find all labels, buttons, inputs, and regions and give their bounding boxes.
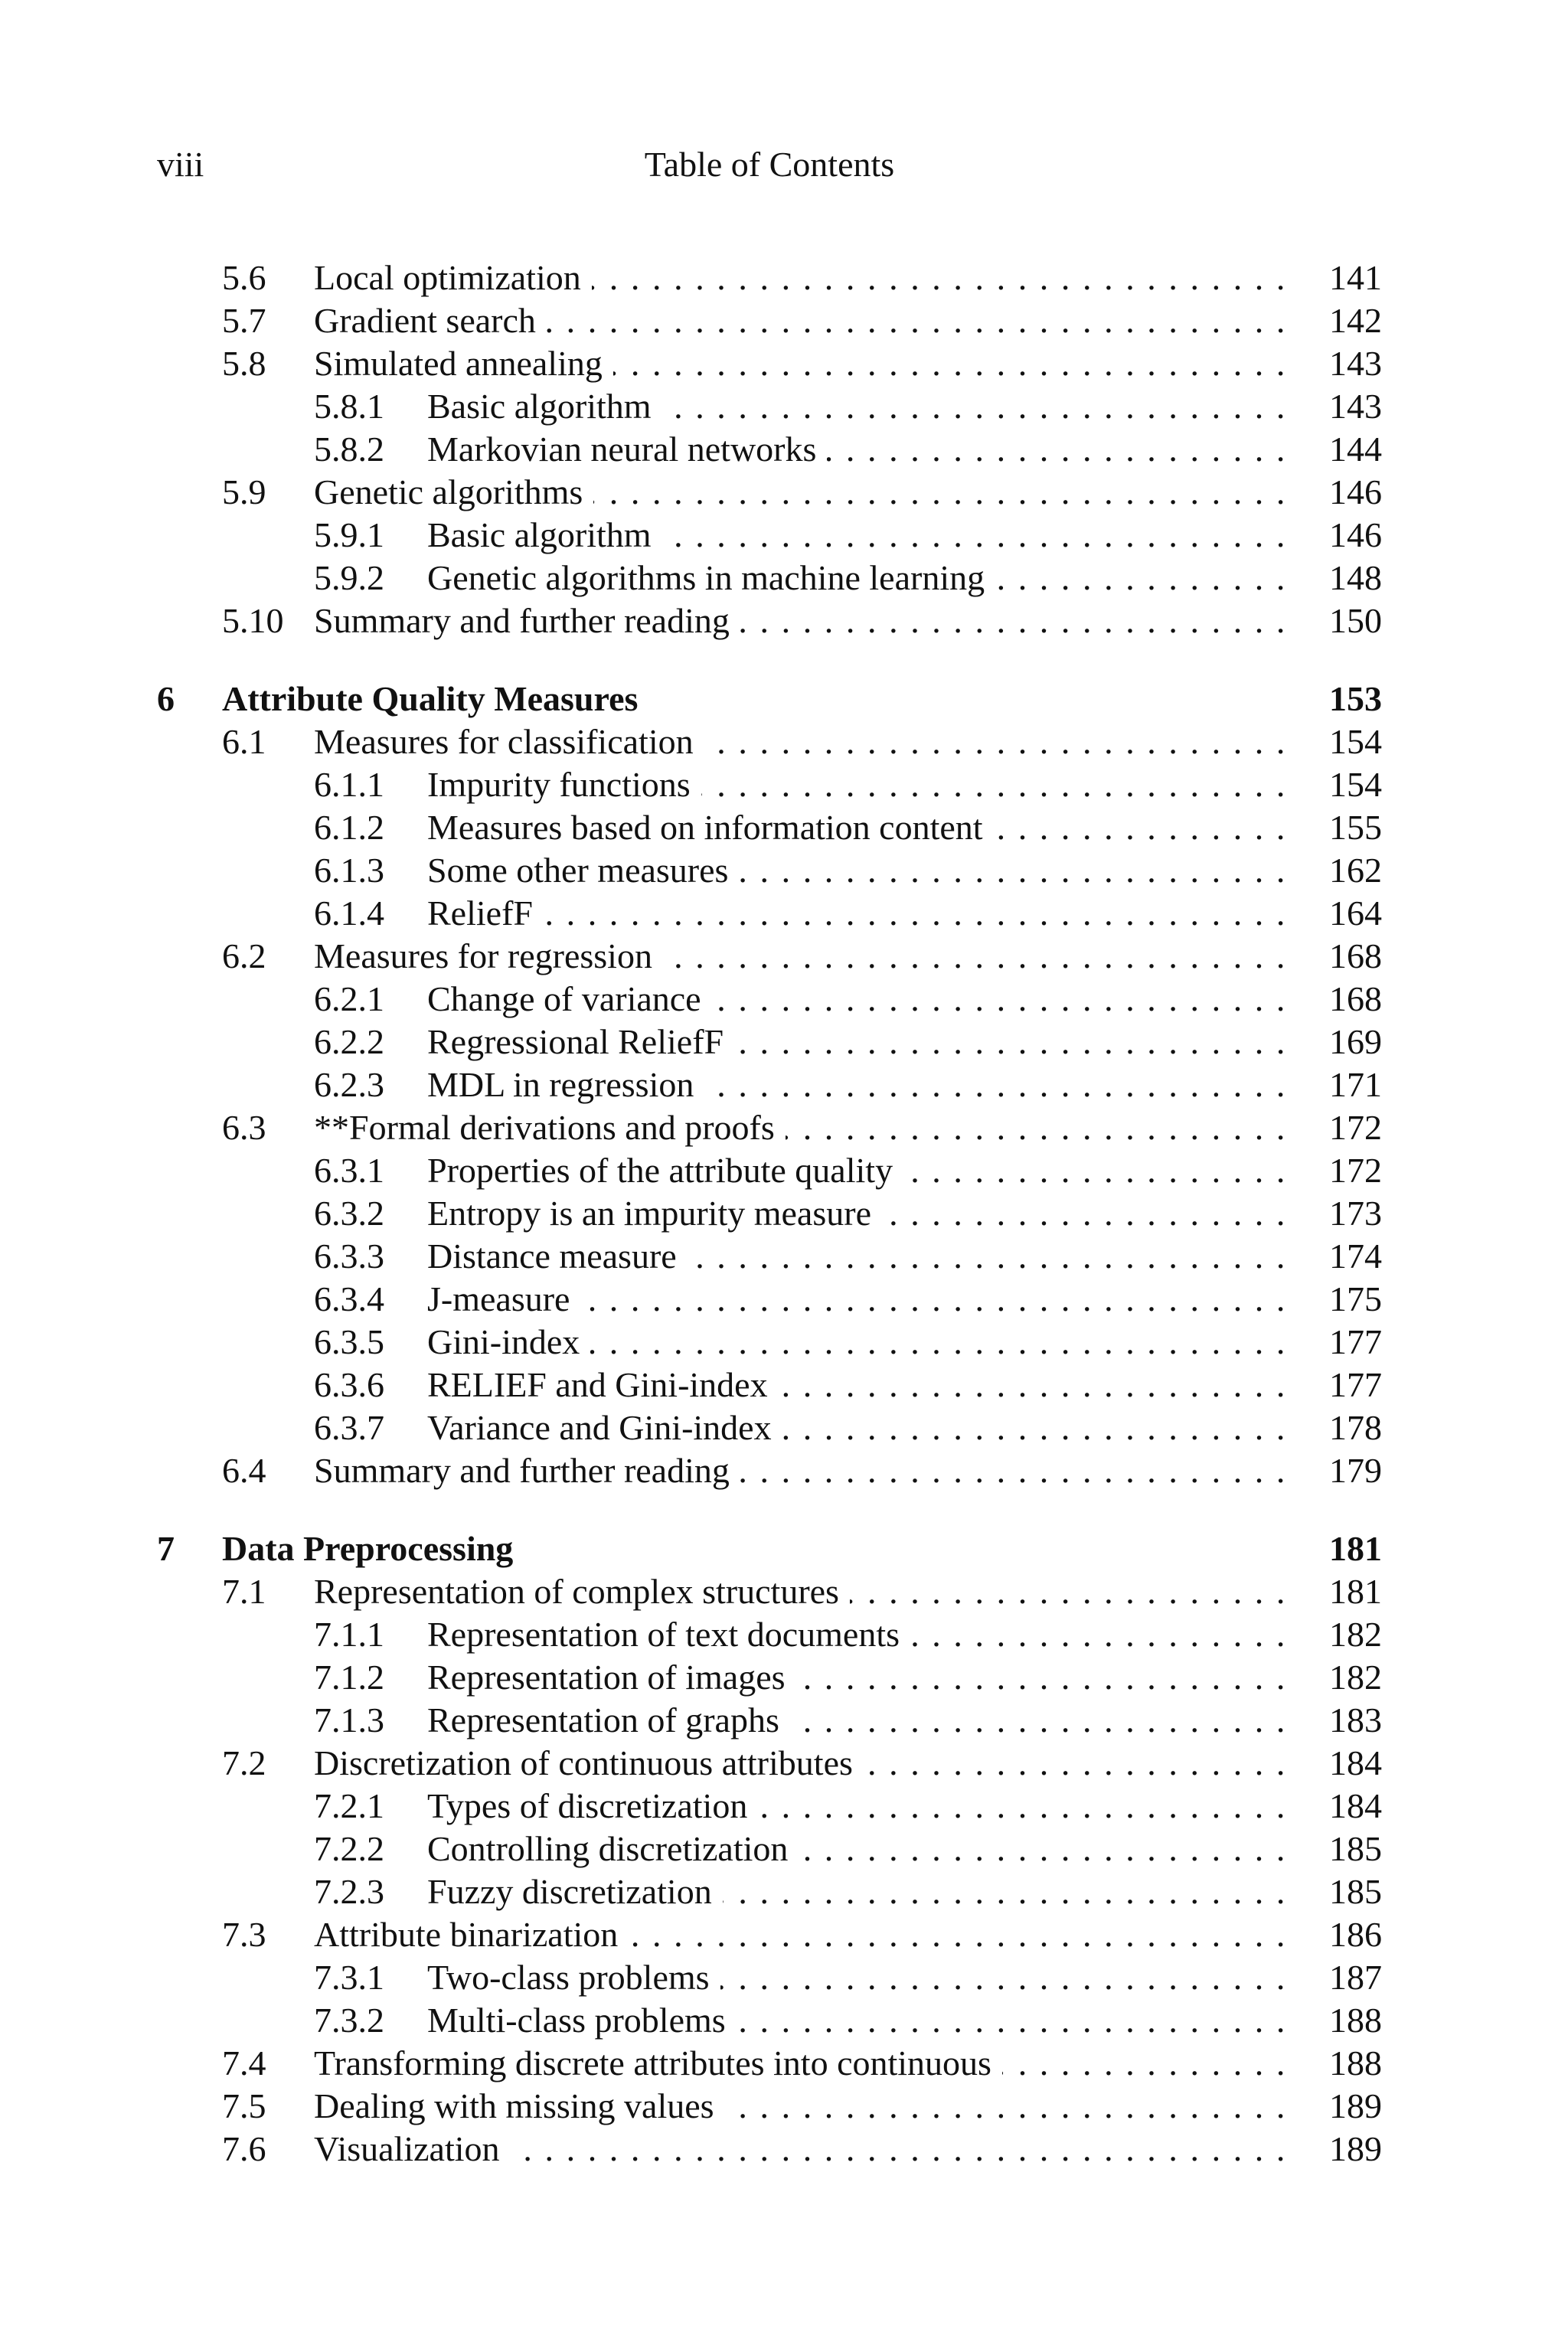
toc-entry-page-number: 141: [1329, 258, 1382, 297]
toc-entry-title: Change of variance: [427, 978, 712, 1021]
toc-entry-section[interactable]: [157, 1913, 1382, 1956]
toc-entry-number: 7.2.2: [314, 1829, 384, 1868]
toc-entry-page-number: 174: [1329, 1236, 1382, 1276]
dot-leader: [592, 256, 1298, 299]
toc-entry-title-wrap: [427, 1021, 1298, 1063]
toc-entry-title: Genetic algorithms in machine learning: [427, 557, 995, 599]
toc-entry-title: Some other measures: [427, 849, 739, 892]
toc-entry-subsection[interactable]: [157, 1999, 1382, 2042]
dot-leader: [613, 342, 1298, 385]
toc-entry-title-wrap: [427, 1406, 1298, 1449]
toc-entry-title-wrap: [314, 471, 1298, 514]
toc-entry-section[interactable]: [157, 1570, 1382, 1613]
toc-entry-title: Representation of complex structures: [314, 1570, 850, 1613]
dot-leader: [850, 1570, 1298, 1613]
toc-entry-subsection[interactable]: [157, 1699, 1382, 1742]
toc-entry-section[interactable]: [157, 1449, 1382, 1492]
toc-entry-page-number: 185: [1329, 1872, 1382, 1911]
dot-leader: [786, 1106, 1298, 1149]
toc-entry-page-number: 171: [1329, 1065, 1382, 1104]
toc-entry-title-wrap: [427, 1321, 1298, 1364]
toc-entry-subsection[interactable]: [157, 806, 1382, 849]
toc-entry-page-number: 164: [1329, 893, 1382, 933]
toc-entry-title-wrap: [314, 720, 1298, 763]
toc-entry-subsection[interactable]: [157, 1321, 1382, 1364]
toc-entry-title: Measures based on information content: [427, 806, 994, 849]
toc-entry-subsection[interactable]: [157, 1149, 1382, 1192]
running-head: [157, 142, 1382, 188]
toc-entry-number: 6.3.4: [314, 1279, 384, 1318]
toc-entry-subsection[interactable]: [157, 1870, 1382, 1913]
toc-entry-section[interactable]: [157, 2128, 1382, 2171]
toc-entry-number: 6.3.5: [314, 1322, 384, 1361]
toc-entry-page-number: 162: [1329, 851, 1382, 890]
toc-entry-page-number: 177: [1329, 1322, 1382, 1361]
toc-entry-title-wrap: [427, 806, 1298, 849]
toc-entry-chapter[interactable]: [157, 678, 1382, 720]
toc-entry-title-wrap: [314, 2085, 1298, 2128]
toc-entry-section[interactable]: [157, 342, 1382, 385]
toc-entry-section[interactable]: [157, 2042, 1382, 2085]
toc-entry-title: Variance and Gini-index: [427, 1406, 782, 1449]
toc-entry-subsection[interactable]: [157, 1192, 1382, 1235]
dot-leader: [688, 1235, 1298, 1278]
toc-entry-number: 5.8.1: [314, 387, 384, 426]
toc-entry-page-number: 154: [1329, 722, 1382, 761]
toc-entry-page-number: 178: [1329, 1408, 1382, 1447]
dot-leader: [663, 935, 1298, 978]
toc-entry-subsection[interactable]: [157, 428, 1382, 471]
toc-entry-number: 6.2.2: [314, 1022, 384, 1061]
dot-leader: [720, 1956, 1298, 1999]
toc-entry-number: 7.3.1: [314, 1958, 384, 1997]
toc-entry-title: RELIEF and Gini-index: [427, 1364, 779, 1406]
toc-entry-number: 7.3: [222, 1915, 266, 1954]
dot-leader: [790, 1699, 1298, 1742]
toc-entry-number: 6: [157, 679, 175, 718]
dot-leader: [704, 1063, 1298, 1106]
toc-entry-title: Measures for regression: [314, 935, 663, 978]
toc-entry-subsection[interactable]: [157, 978, 1382, 1021]
toc-entry-title: Properties of the attribute quality: [427, 1149, 903, 1192]
dot-leader: [737, 1999, 1298, 2042]
dot-leader: [740, 1449, 1298, 1492]
toc-entry-title-wrap: [427, 1699, 1298, 1742]
toc-entry-title-wrap: [314, 599, 1298, 642]
toc-entry-number: 7.2.1: [314, 1786, 384, 1825]
toc-entry-number: 6.1: [222, 722, 266, 761]
toc-entry-title-wrap: [427, 428, 1298, 471]
toc-entry-title-wrap: [427, 1785, 1298, 1828]
toc-entry-title-wrap: [427, 557, 1298, 599]
toc-entry-number: 6.1.1: [314, 765, 384, 804]
toc-entry-page-number: 188: [1329, 2043, 1382, 2082]
dot-leader: [662, 514, 1298, 557]
toc-entry-subsection[interactable]: [157, 1956, 1382, 1999]
toc-entry-title: Gradient search: [314, 299, 547, 342]
toc-entry-title: Impurity functions: [427, 763, 701, 806]
toc-entry-title: Types of discretization: [427, 1785, 758, 1828]
toc-entry-title: Entropy is an impurity measure: [427, 1192, 882, 1235]
dot-leader: [903, 1149, 1298, 1192]
toc-entry-number: 5.8: [222, 344, 266, 383]
toc-entry-page-number: 189: [1329, 2086, 1382, 2125]
toc-entry-number: 6.4: [222, 1451, 266, 1490]
toc-entry-title: Genetic algorithms: [314, 471, 593, 514]
toc-entry-number: 5.9: [222, 472, 266, 511]
toc-entry-subsection[interactable]: [157, 1785, 1382, 1828]
toc-entry-section[interactable]: [157, 599, 1382, 642]
toc-entry-title-wrap: [427, 892, 1298, 935]
dot-leader: [701, 763, 1298, 806]
toc-entry-title-wrap: [314, 2128, 1298, 2171]
dot-leader: [725, 2085, 1298, 2128]
toc-entry-page-number: 148: [1329, 558, 1382, 597]
running-head-title: Table of Contents: [644, 145, 895, 184]
toc-entry-title: Summary and further reading: [314, 599, 740, 642]
toc-entry-title-wrap: [427, 1149, 1298, 1192]
toc-entry-subsection[interactable]: [157, 763, 1382, 806]
toc-entry-page-number: 187: [1329, 1958, 1382, 1997]
toc-entry-page-number: 181: [1329, 1529, 1382, 1568]
toc-entry-title: Transforming discrete attributes into continuous: [314, 2042, 1002, 2085]
dot-leader: [723, 1870, 1298, 1913]
dot-leader: [734, 1021, 1298, 1063]
toc-entry-title-wrap: [314, 256, 1298, 299]
dot-leader: [593, 471, 1298, 514]
toc-entry-title-wrap: [314, 1449, 1298, 1492]
toc-entry-title: MDL in regression: [427, 1063, 704, 1106]
toc-entry-page-number: 143: [1329, 387, 1382, 426]
toc-entry-title: Summary and further reading: [314, 1449, 740, 1492]
toc-entry-number: 6.3.6: [314, 1365, 384, 1404]
toc-entry-title-wrap: [222, 678, 1298, 720]
toc-entry-title-wrap: [314, 1106, 1298, 1149]
toc-entry-page-number: 173: [1329, 1194, 1382, 1233]
toc-entry-page-number: 186: [1329, 1915, 1382, 1954]
toc-entry-page-number: 154: [1329, 765, 1382, 804]
toc-entry-number: 7.5: [222, 2086, 266, 2125]
toc-entry-title-wrap: [427, 1063, 1298, 1106]
toc-entry-number: 5.10: [222, 601, 284, 640]
toc-entry-number: 7.2.3: [314, 1872, 384, 1911]
toc-entry-page-number: 142: [1329, 301, 1382, 340]
toc-entry-title-wrap: [427, 1192, 1298, 1235]
toc-entry-number: 6.3.7: [314, 1408, 384, 1447]
toc-entry-title-wrap: [314, 1913, 1298, 1956]
dot-leader: [882, 1192, 1298, 1235]
toc-entry-page-number: 172: [1329, 1151, 1382, 1190]
toc-entry-subsection[interactable]: [157, 1613, 1382, 1656]
toc-entry-title: Multi-class problems: [427, 1999, 737, 2042]
toc-entry-page-number: 189: [1329, 2129, 1382, 2168]
dot-leader: [740, 599, 1298, 642]
dot-leader: [590, 1321, 1298, 1364]
toc-entry-number: 6.2.1: [314, 979, 384, 1018]
toc-entry-page-number: 168: [1329, 979, 1382, 1018]
dot-leader: [544, 892, 1298, 935]
toc-entry-number: 7.1: [222, 1572, 266, 1611]
toc-entry-title: Basic algorithm: [427, 514, 662, 557]
toc-entry-title: Visualization: [314, 2128, 511, 2171]
toc-entry-title: Local optimization: [314, 256, 592, 299]
toc-entry-title: Discretization of continuous attributes: [314, 1742, 864, 1785]
toc-entry-number: 6.3: [222, 1108, 266, 1147]
toc-entry-title: Markovian neural networks: [427, 428, 827, 471]
toc-entry-page-number: 185: [1329, 1829, 1382, 1868]
toc-entry-page-number: 146: [1329, 472, 1382, 511]
dot-leader: [758, 1785, 1298, 1828]
toc-entry-title-wrap: [427, 1870, 1298, 1913]
toc-entry-number: 7.2: [222, 1743, 266, 1782]
toc-entry-subsection[interactable]: [157, 1406, 1382, 1449]
toc-entry-title: Measures for classification: [314, 720, 704, 763]
toc-entry-title: Fuzzy discretization: [427, 1870, 723, 1913]
toc-entry-number: 7.6: [222, 2129, 266, 2168]
toc-entry-page-number: 182: [1329, 1658, 1382, 1697]
toc-entry-title: Simulated annealing: [314, 342, 613, 385]
toc-entry-page-number: 177: [1329, 1365, 1382, 1404]
toc-entry-title: ReliefF: [427, 892, 544, 935]
toc-entry-page-number: 179: [1329, 1451, 1382, 1490]
toc-entry-title: Representation of text documents: [427, 1613, 910, 1656]
toc-entry-title: Basic algorithm: [427, 385, 662, 428]
dot-leader: [629, 1913, 1298, 1956]
toc-entry-title-wrap: [314, 1570, 1298, 1613]
toc-entry-title-wrap: [427, 385, 1298, 428]
toc-entry-title: Regressional ReliefF: [427, 1021, 734, 1063]
dot-leader: [910, 1613, 1298, 1656]
toc-entry-section[interactable]: [157, 935, 1382, 978]
toc-entry-number: 7.1.2: [314, 1658, 384, 1697]
toc-entry-page-number: 169: [1329, 1022, 1382, 1061]
toc-entry-number: 5.8.2: [314, 430, 384, 469]
toc-entry-title: Data Preprocessing: [222, 1527, 524, 1570]
dot-leader: [739, 849, 1298, 892]
toc-entry-subsection[interactable]: [157, 1364, 1382, 1406]
toc-entry-number: 5.6: [222, 258, 266, 297]
toc-entry-title: Representation of graphs: [427, 1699, 790, 1742]
toc-entry-subsection[interactable]: [157, 1021, 1382, 1063]
dot-leader: [1002, 2042, 1298, 2085]
toc-entry-title: Dealing with missing values: [314, 2085, 725, 2128]
toc-entry-title: Gini-index: [427, 1321, 590, 1364]
toc-entry-number: 7.1.3: [314, 1700, 384, 1740]
toc-entry-section[interactable]: [157, 720, 1382, 763]
dot-leader: [511, 2128, 1298, 2171]
toc-entry-title-wrap: [427, 1828, 1298, 1870]
toc-entry-page-number: 146: [1329, 515, 1382, 554]
toc-entry-subsection[interactable]: [157, 385, 1382, 428]
toc-entry-number: 7.3.2: [314, 2001, 384, 2040]
toc-entry-section[interactable]: [157, 1742, 1382, 1785]
toc-entry-subsection[interactable]: [157, 1063, 1382, 1106]
toc-entry-title-wrap: [314, 935, 1298, 978]
toc-entry-section[interactable]: [157, 2085, 1382, 2128]
toc-entry-page-number: 188: [1329, 2001, 1382, 2040]
toc-entry-number: 6.1.3: [314, 851, 384, 890]
toc-entry-number: 7.4: [222, 2043, 266, 2082]
dot-leader: [799, 1828, 1298, 1870]
toc-entry-title-wrap: [427, 1235, 1298, 1278]
toc-entry-number: 7.1.1: [314, 1615, 384, 1654]
toc-entry-page-number: 183: [1329, 1700, 1382, 1740]
dot-leader: [524, 1527, 1298, 1570]
toc-entry-title-wrap: [427, 849, 1298, 892]
toc-entry-title-wrap: [427, 1956, 1298, 1999]
toc-entry-number: 5.9.2: [314, 558, 384, 597]
page-folio: viii: [157, 145, 204, 184]
toc-entry-title-wrap: [427, 1656, 1298, 1699]
toc-entry-title: Attribute Quality Measures: [222, 678, 648, 720]
toc-entry-subsection[interactable]: [157, 557, 1382, 599]
toc-entry-number: 6.3.1: [314, 1151, 384, 1190]
toc-entry-number: 7: [157, 1529, 175, 1568]
toc-entry-title: **Formal derivations and proofs: [314, 1106, 786, 1149]
toc-entry-subsection[interactable]: [157, 1235, 1382, 1278]
toc-entry-title-wrap: [427, 763, 1298, 806]
table-of-contents: [157, 256, 1382, 2171]
toc-entry-number: 6.2.3: [314, 1065, 384, 1104]
toc-entry-title-wrap: [314, 342, 1298, 385]
dot-leader: [994, 806, 1298, 849]
dot-leader: [712, 978, 1298, 1021]
toc-entry-title: Controlling discretization: [427, 1828, 799, 1870]
toc-entry-title-wrap: [314, 2042, 1298, 2085]
toc-entry-title-wrap: [427, 1999, 1298, 2042]
toc-entry-title-wrap: [222, 1527, 1298, 1570]
toc-entry-section[interactable]: [157, 299, 1382, 342]
toc-entry-page-number: 182: [1329, 1615, 1382, 1654]
toc-entry-chapter[interactable]: [157, 1527, 1382, 1570]
toc-entry-title: Distance measure: [427, 1235, 688, 1278]
toc-entry-page-number: 184: [1329, 1743, 1382, 1782]
toc-entry-number: 6.3.2: [314, 1194, 384, 1233]
toc-entry-subsection[interactable]: [157, 514, 1382, 557]
toc-entry-page-number: 184: [1329, 1786, 1382, 1825]
toc-entry-number: 5.7: [222, 301, 266, 340]
toc-entry-page-number: 175: [1329, 1279, 1382, 1318]
dot-leader: [864, 1742, 1298, 1785]
toc-entry-number: 6.1.4: [314, 893, 384, 933]
toc-entry-number: 6.1.2: [314, 808, 384, 847]
toc-entry-page-number: 155: [1329, 808, 1382, 847]
toc-entry-number: 5.9.1: [314, 515, 384, 554]
toc-entry-title: Two-class problems: [427, 1956, 720, 1999]
toc-entry-page-number: 150: [1329, 601, 1382, 640]
toc-entry-number: 6.2: [222, 936, 266, 975]
toc-entry-section[interactable]: [157, 256, 1382, 299]
toc-entry-page-number: 144: [1329, 430, 1382, 469]
dot-leader: [547, 299, 1298, 342]
toc-entry-title: Attribute binarization: [314, 1913, 629, 1956]
toc-entry-title-wrap: [427, 1364, 1298, 1406]
dot-leader: [796, 1656, 1298, 1699]
dot-leader: [662, 385, 1298, 428]
dot-leader: [580, 1278, 1298, 1321]
toc-entry-subsection[interactable]: [157, 892, 1382, 935]
dot-leader: [648, 678, 1298, 720]
toc-entry-section[interactable]: [157, 1106, 1382, 1149]
toc-entry-page-number: 181: [1329, 1572, 1382, 1611]
toc-entry-page-number: 168: [1329, 936, 1382, 975]
toc-entry-title-wrap: [427, 1278, 1298, 1321]
toc-entry-subsection[interactable]: [157, 1828, 1382, 1870]
toc-entry-title-wrap: [314, 299, 1298, 342]
toc-entry-title-wrap: [314, 1742, 1298, 1785]
toc-entry-subsection[interactable]: [157, 1278, 1382, 1321]
toc-entry-page-number: 143: [1329, 344, 1382, 383]
toc-entry-title-wrap: [427, 978, 1298, 1021]
toc-entry-subsection[interactable]: [157, 849, 1382, 892]
dot-leader: [704, 720, 1298, 763]
dot-leader: [782, 1406, 1298, 1449]
dot-leader: [779, 1364, 1298, 1406]
toc-entry-title: J-measure: [427, 1278, 580, 1321]
toc-entry-subsection[interactable]: [157, 1656, 1382, 1699]
toc-entry-title: Representation of images: [427, 1656, 796, 1699]
dot-leader: [827, 428, 1298, 471]
toc-entry-section[interactable]: [157, 471, 1382, 514]
toc-entry-page-number: 153: [1329, 679, 1382, 718]
toc-entry-page-number: 172: [1329, 1108, 1382, 1147]
toc-entry-number: 6.3.3: [314, 1236, 384, 1276]
dot-leader: [995, 557, 1298, 599]
toc-entry-title-wrap: [427, 514, 1298, 557]
toc-entry-title-wrap: [427, 1613, 1298, 1656]
